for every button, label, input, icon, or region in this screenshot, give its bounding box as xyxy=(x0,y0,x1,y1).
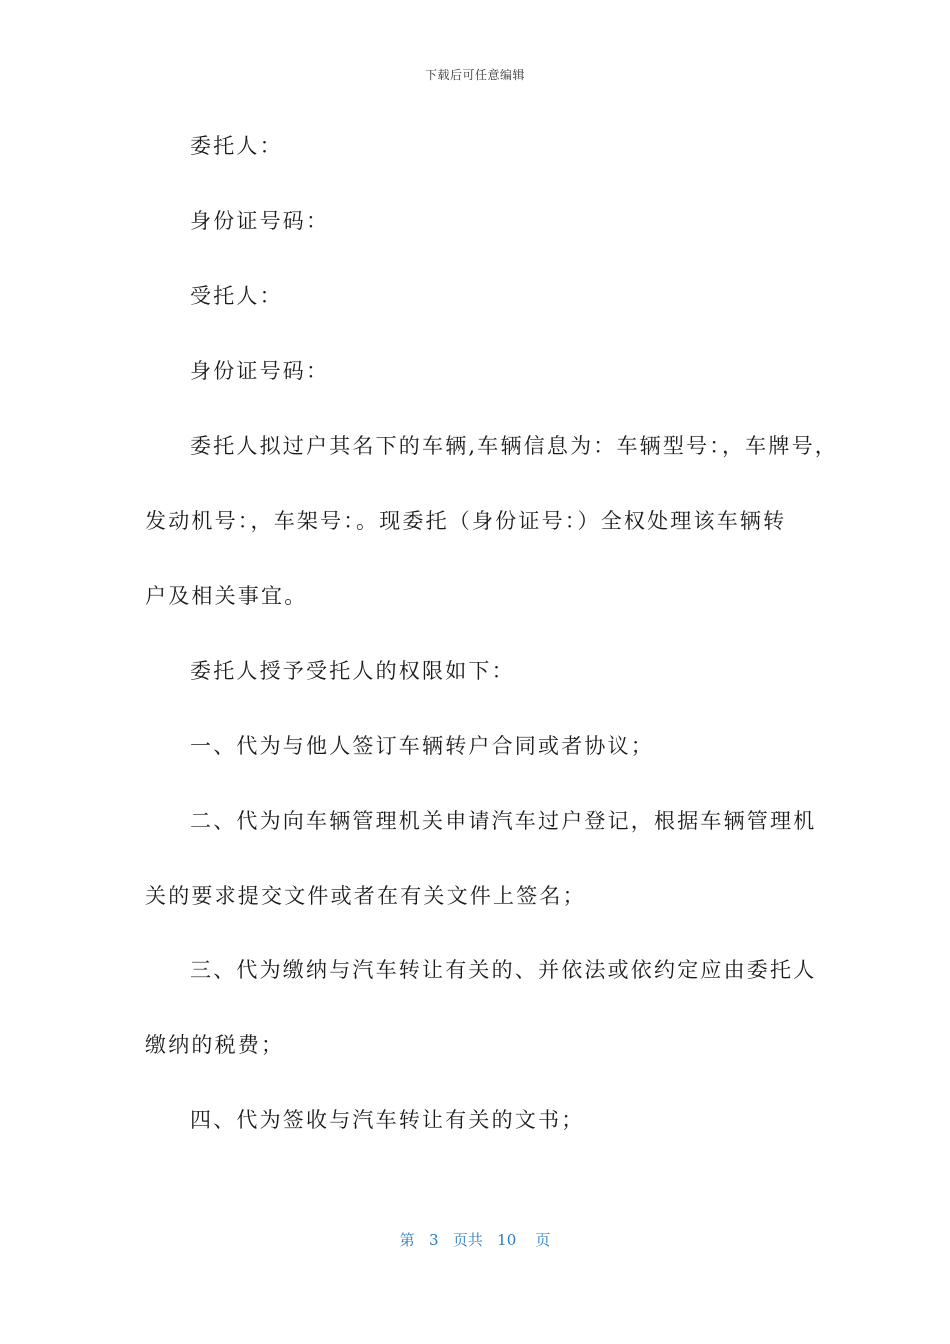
footer-middle: 页共 xyxy=(452,1231,483,1249)
authority-item-1: 一、代为与他人签订车辆转户合同或者协议； xyxy=(190,734,654,758)
principal-line: 委托人： xyxy=(190,134,283,158)
authority-item-3-line-1: 三、代为缴纳与汽车转让有关的、并依法或依约定应由委托人 xyxy=(190,958,817,982)
footer-prefix: 第 xyxy=(399,1231,415,1249)
page-footer xyxy=(0,1229,950,1250)
vehicle-info-line-1: 委托人拟过户其名下的车辆,车辆信息为：车辆型号：，车牌号， xyxy=(190,434,838,458)
total-pages-number: 10 xyxy=(497,1231,517,1249)
current-page-number: 3 xyxy=(428,1231,439,1249)
agent-id-line: 身份证号码： xyxy=(190,359,330,383)
vehicle-info-line-3: 户及相关事宜。 xyxy=(145,584,308,608)
authority-item-2-line-1: 二、代为向车辆管理机关申请汽车过户登记，根据车辆管理机 xyxy=(190,809,817,833)
agent-line: 受托人： xyxy=(190,284,283,308)
footer-suffix: 页 xyxy=(535,1231,551,1249)
authority-intro-line: 委托人授予受托人的权限如下： xyxy=(190,659,515,683)
principal-id-line: 身份证号码： xyxy=(190,209,330,233)
vehicle-info-line-2: 发动机号：，车架号：。现委托（身份证号：）全权处理该车辆转 xyxy=(145,509,787,533)
authority-item-4: 四、代为签收与汽车转让有关的文书； xyxy=(190,1108,585,1132)
authority-item-2-line-2: 关的要求提交文件或者在有关文件上签名； xyxy=(145,884,586,908)
page-header: 下载后可任意编辑 xyxy=(424,68,525,82)
authority-item-3-line-2: 缴纳的税费； xyxy=(145,1033,285,1057)
